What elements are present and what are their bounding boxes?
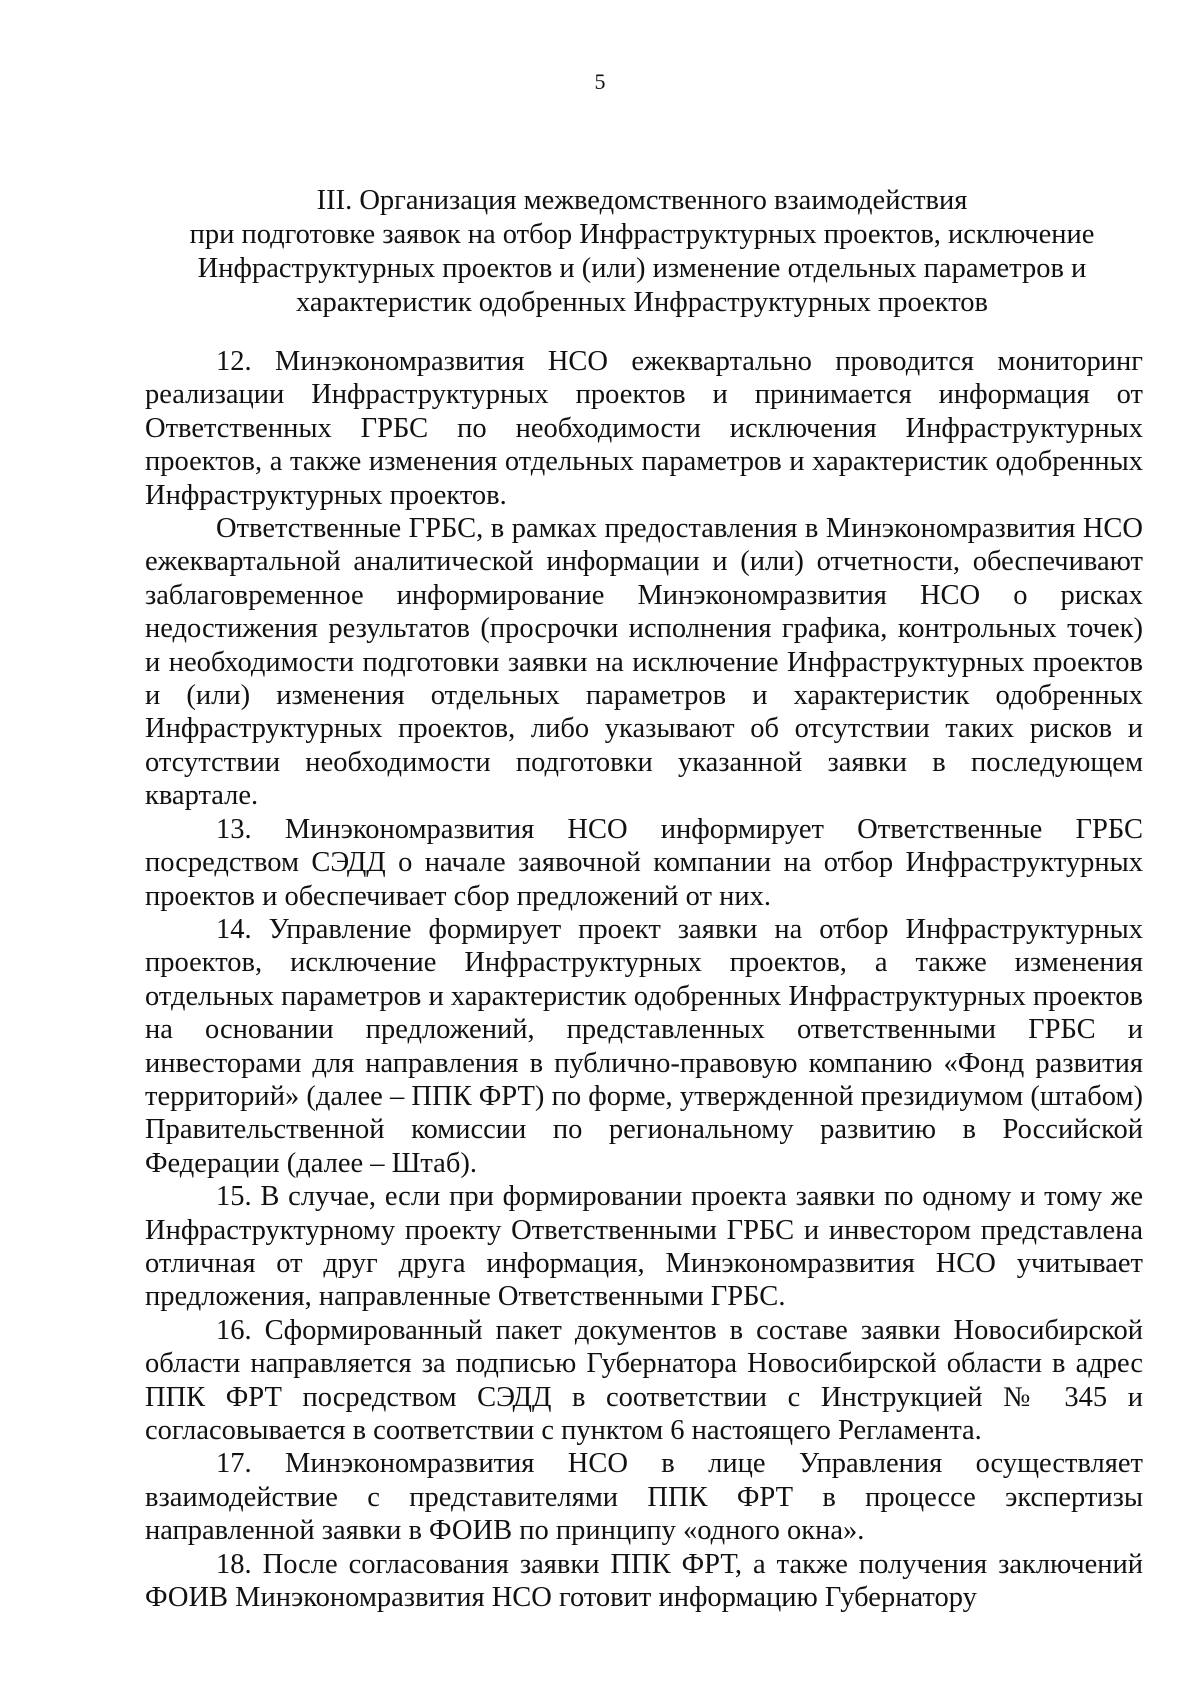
page-number: 5: [594, 69, 606, 94]
section-title: [150, 184, 1134, 320]
paragraph-14: 14. Управление формирует проект заявки на отбор Инфраструктурных проектов, исключение Инфраструктурных проектов, а также изменения отдельных параметров и характеристик одобренных Инфраструктурных проектов на основании предложений, представленных ответственными ГРБС и инвесторами для направления в публично-правовую компанию «Фонд развития территорий» (далее – ППК ФРТ) по форме, утвержденной президиумом (штабом) Правительственной комиссии по региональному развитию в Российской Федерации (далее – Штаб).: [145, 913, 1143, 1179]
section-title-line: характеристик одобренных Инфраструктурных проектов: [295, 287, 989, 318]
paragraph-15: 15. В случае, если при формировании проекта заявки по одному и тому же Инфраструктурному проекту Ответственными ГРБС и инвестором представлена отличная от друг друга информация, Минэкономразвития НСО учитывает предложения, направленные Ответственными ГРБС.: [145, 1181, 1143, 1313]
section-title-line: при подготовке заявок на отбор Инфраструктурных проектов, исключение: [189, 219, 1095, 250]
paragraph-17: 17. Минэкономразвития НСО в лице Управления осуществляет взаимодействие с представителями ППК ФРТ в процессе экспертизы направленной заявки в ФОИВ по принципу «одного окна».: [145, 1448, 1143, 1547]
paragraph-12-continued: Ответственные ГРБС, в рамках предоставления в Минэкономразвития НСО ежеквартальной аналитической информации и (или) отчетности, обеспечивают заблаговременное информирование Минэкономразвития НСО о рисках недостижения результатов (просрочки исполнения графика, контрольных точек) и необходимости подготовки заявки на исключение Инфраструктурных проектов и (или) изменения отдельных параметров и характеристик одобренных Инфраструктурных проектов, либо указывают об отсутствии таких рисков и отсутствии необходимости подготовки указанной заявки в последующем квартале.: [145, 513, 1143, 812]
section-title-line: Инфраструктурных проектов и (или) изменение отдельных параметров и: [197, 253, 1087, 284]
body-text: [145, 345, 1143, 1614]
paragraph-12: 12. Минэкономразвития НСО ежеквартально проводится мониторинг реализации Инфраструктурных проектов и принимается информация от Ответственных ГРБС по необходимости исключения Инфраструктурных проектов, а также изменения отдельных параметров и характеристик одобренных Инфраструктурных проектов.: [145, 346, 1143, 511]
paragraph-13: 13. Минэкономразвития НСО информирует Ответственные ГРБС посредством СЭДД о начале заявочной компании на отбор Инфраструктурных проектов и обеспечивает сбор предложений от них.: [145, 813, 1143, 912]
paragraph-16: 16. Сформированный пакет документов в составе заявки Новосибирской области направляется за подписью Губернатора Новосибирской области в адрес ППК ФРТ посредством СЭДД в соответствии с Инструкцией № 345 и согласовывается в соответствии с пунктом 6 настоящего Регламента.: [145, 1314, 1143, 1446]
section-title-line: III. Организация межведомственного взаимодействия: [316, 185, 968, 216]
paragraph-18: 18. После согласования заявки ППК ФРТ, а также получения заключений ФОИВ Минэкономразвития НСО готовит информацию Губернатору: [145, 1548, 1143, 1614]
